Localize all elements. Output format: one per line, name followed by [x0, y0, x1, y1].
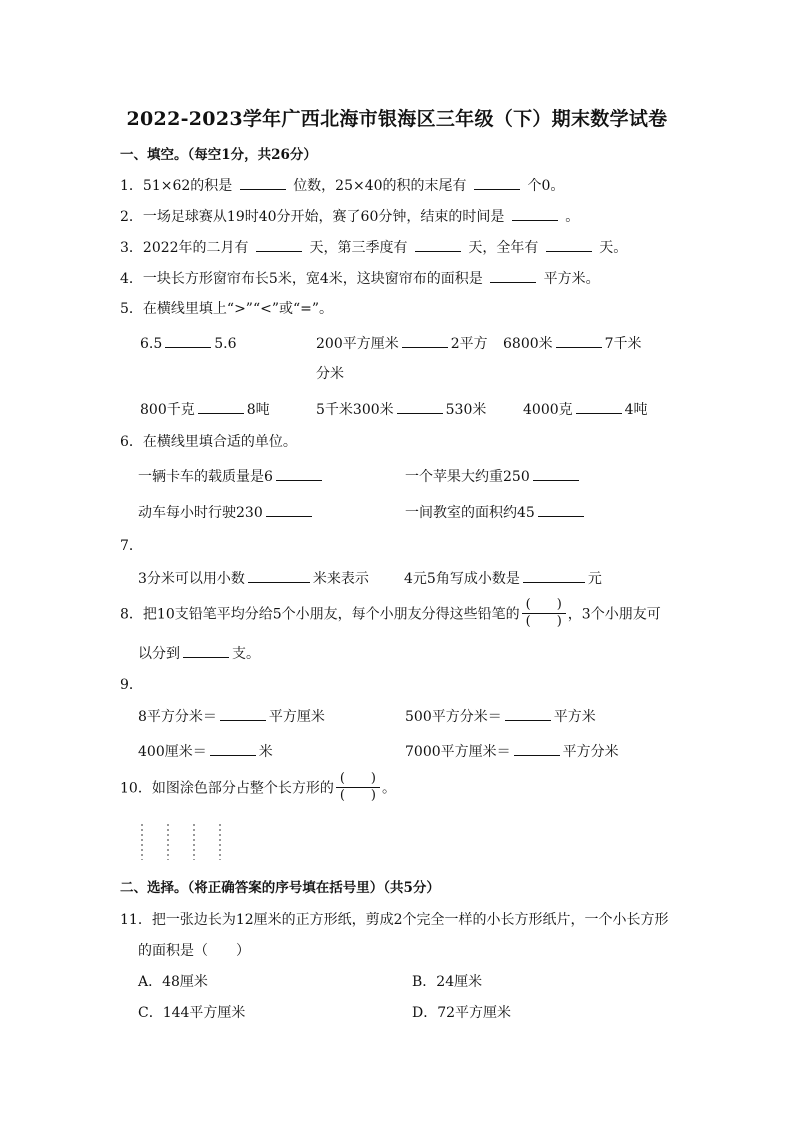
q3-text-a: 3．2022年的二月有 [120, 240, 249, 256]
q8-fraction-denominator: ( ) [525, 614, 562, 629]
q5-blank-3[interactable] [556, 333, 602, 348]
q5-item-4-right: 8吨 [246, 402, 270, 418]
q9-item-a-text: 8平方分米＝ [138, 709, 217, 725]
q7-blank-a[interactable] [248, 568, 310, 583]
q3-blank-3[interactable] [546, 237, 592, 252]
q7-item-b [404, 568, 602, 589]
q5-item-2-wrap: 分米 [316, 366, 344, 382]
q7-item-b-suffix: 元 [587, 571, 602, 587]
q5-blank-2[interactable] [402, 333, 448, 348]
q11-option-d[interactable]: D．72平方厘米 [412, 1005, 512, 1021]
q4-text-a: 4．一块长方形窗帘布长5米，宽4米，这块窗帘布的面积是 [120, 271, 483, 287]
q6-blank-b[interactable] [533, 466, 579, 481]
q5-item-2-left: 200平方厘米 [316, 336, 399, 352]
q7-item-b-text: 4元5角写成小数是 [404, 571, 520, 587]
q9-item-c-text: 400厘米＝ [138, 744, 207, 760]
q9-item-a [138, 706, 325, 727]
q9-blank-a[interactable] [220, 706, 266, 721]
q2-text-b: 。 [565, 209, 580, 225]
q5-blank-6[interactable] [576, 399, 622, 414]
q5-item-2-right: 2平方 [450, 336, 488, 352]
q7-blank-b[interactable] [523, 568, 585, 583]
q7-item-a [138, 568, 369, 589]
q9-item-a-suffix: 平方厘米 [268, 709, 325, 725]
section-2-heading: 二、选择。（将正确答案的序号填在括号里）（共5分） [120, 880, 440, 896]
q2-text-a: 2．一场足球赛从19时40分开始，赛了60分钟，结束的时间是 [120, 209, 505, 225]
q6-blank-c[interactable] [266, 502, 312, 517]
section-1-heading: 一、填空。（每空1分，共26分） [120, 147, 317, 163]
q9-item-b-text: 500平方分米＝ [405, 709, 502, 725]
question-8-line-1 [120, 598, 661, 631]
q6-item-d [405, 502, 587, 523]
q6-item-a [138, 466, 325, 487]
q1-text-c: 个0。 [527, 178, 565, 194]
q8-blank[interactable] [183, 643, 229, 658]
q6-item-c [138, 502, 315, 523]
exam-title: 2022-2023学年广西北海市银海区三年级（下）期末数学试卷 [126, 108, 668, 130]
q9-blank-d[interactable] [514, 741, 560, 756]
question-7-number: 7． [120, 538, 143, 554]
q9-blank-b[interactable] [505, 706, 551, 721]
q5-item-6-left: 4000克 [523, 402, 573, 418]
q8-text-d: 支。 [232, 646, 260, 662]
question-3 [120, 237, 627, 258]
q6-item-c-text: 动车每小时行驶230 [138, 505, 263, 521]
q10-fraction-numerator: ( ) [336, 771, 380, 788]
q8-text-b: ，3个小朋友可 [567, 606, 661, 623]
question-11-stem-1: 11．把一张边长为12厘米的正方形纸，剪成2个完全一样的小长方形纸片，一个小长方形 [120, 912, 669, 928]
q11-option-c[interactable]: C．144平方厘米 [138, 1005, 246, 1021]
q10-text-a: 10．如图涂色部分占整个长方形的 [120, 780, 334, 797]
q10-fraction-denominator: ( ) [339, 788, 376, 803]
q8-fraction[interactable] [522, 597, 566, 630]
question-10 [120, 772, 396, 805]
question-8-line-2 [138, 643, 260, 664]
q8-text-c: 以分到 [138, 646, 180, 662]
q1-text-b: 位数，25×40的积的末尾有 [293, 178, 467, 194]
q3-blank-2[interactable] [415, 237, 461, 252]
q5-item-5-right: 530米 [445, 402, 487, 418]
question-2 [120, 206, 579, 227]
q10-rectangle-figure [138, 822, 238, 862]
q2-blank-1[interactable] [512, 206, 558, 221]
q4-text-b: 平方米。 [543, 271, 600, 287]
q5-blank-1[interactable] [165, 333, 211, 348]
q6-item-b [405, 466, 582, 487]
q5-item-5 [316, 399, 486, 420]
q5-item-1-right: 5.6 [214, 336, 237, 352]
question-4 [120, 268, 600, 289]
q5-item-1-left: 6.5 [140, 336, 163, 352]
q11-option-b[interactable]: B．24厘米 [412, 974, 483, 990]
q3-blank-1[interactable] [256, 237, 302, 252]
q5-item-6 [523, 399, 648, 420]
q9-item-d-suffix: 平方分米 [562, 744, 619, 760]
q5-item-4-left: 800千克 [140, 402, 195, 418]
question-11-stem-2: 的面积是（ ） [138, 943, 250, 959]
q9-item-c-suffix: 米 [258, 744, 273, 760]
q9-item-b-suffix: 平方米 [553, 709, 596, 725]
q5-blank-4[interactable] [198, 399, 244, 414]
question-6-stem: 6．在横线里填合适的单位。 [120, 434, 297, 450]
q10-fraction[interactable] [336, 771, 380, 804]
question-9-number: 9． [120, 677, 143, 693]
q1-text-a: 1．51×62的积是 [120, 178, 233, 194]
q6-item-a-text: 一辆卡车的载质量是6 [138, 469, 273, 485]
q9-item-c [138, 741, 273, 762]
q9-item-d [405, 741, 619, 762]
q5-item-1 [140, 333, 237, 354]
q5-blank-5[interactable] [397, 399, 443, 414]
q9-item-b [405, 706, 596, 727]
q5-item-3-left: 6800米 [503, 336, 553, 352]
q4-blank-1[interactable] [490, 268, 536, 283]
question-5-stem: 5．在横线里填上“>”“<”或“=”。 [120, 301, 334, 317]
q6-blank-a[interactable] [276, 466, 322, 481]
q5-item-3-right: 7千米 [604, 336, 642, 352]
q5-item-6-right: 4吨 [624, 402, 648, 418]
q5-item-3 [503, 333, 642, 354]
q9-blank-c[interactable] [210, 741, 256, 756]
q9-item-d-text: 7000平方厘米＝ [405, 744, 511, 760]
q5-item-2 [316, 333, 488, 354]
q3-text-c: 天，全年有 [468, 240, 539, 256]
question-1 [120, 175, 564, 196]
q3-text-d: 天。 [599, 240, 628, 256]
q5-item-4 [140, 399, 270, 420]
q8-fraction-numerator: ( ) [522, 597, 566, 614]
q1-blank-2[interactable] [474, 175, 520, 190]
q1-blank-1[interactable] [240, 175, 286, 190]
q6-blank-d[interactable] [538, 502, 584, 517]
q11-option-a[interactable]: A．48厘米 [138, 974, 208, 990]
q5-item-5-left: 5千米300米 [316, 402, 394, 418]
q6-item-b-text: 一个苹果大约重250 [405, 469, 530, 485]
q7-item-a-suffix: 米来表示 [312, 571, 369, 587]
q8-text-a: 8．把10支铅笔平均分给5个小朋友，每个小朋友分得这些铅笔的 [120, 606, 520, 623]
q3-text-b: 天，第三季度有 [309, 240, 408, 256]
q7-item-a-text: 3分米可以用小数 [138, 571, 245, 587]
q10-text-b: 。 [381, 780, 396, 797]
q6-item-d-text: 一间教室的面积约45 [405, 505, 535, 521]
